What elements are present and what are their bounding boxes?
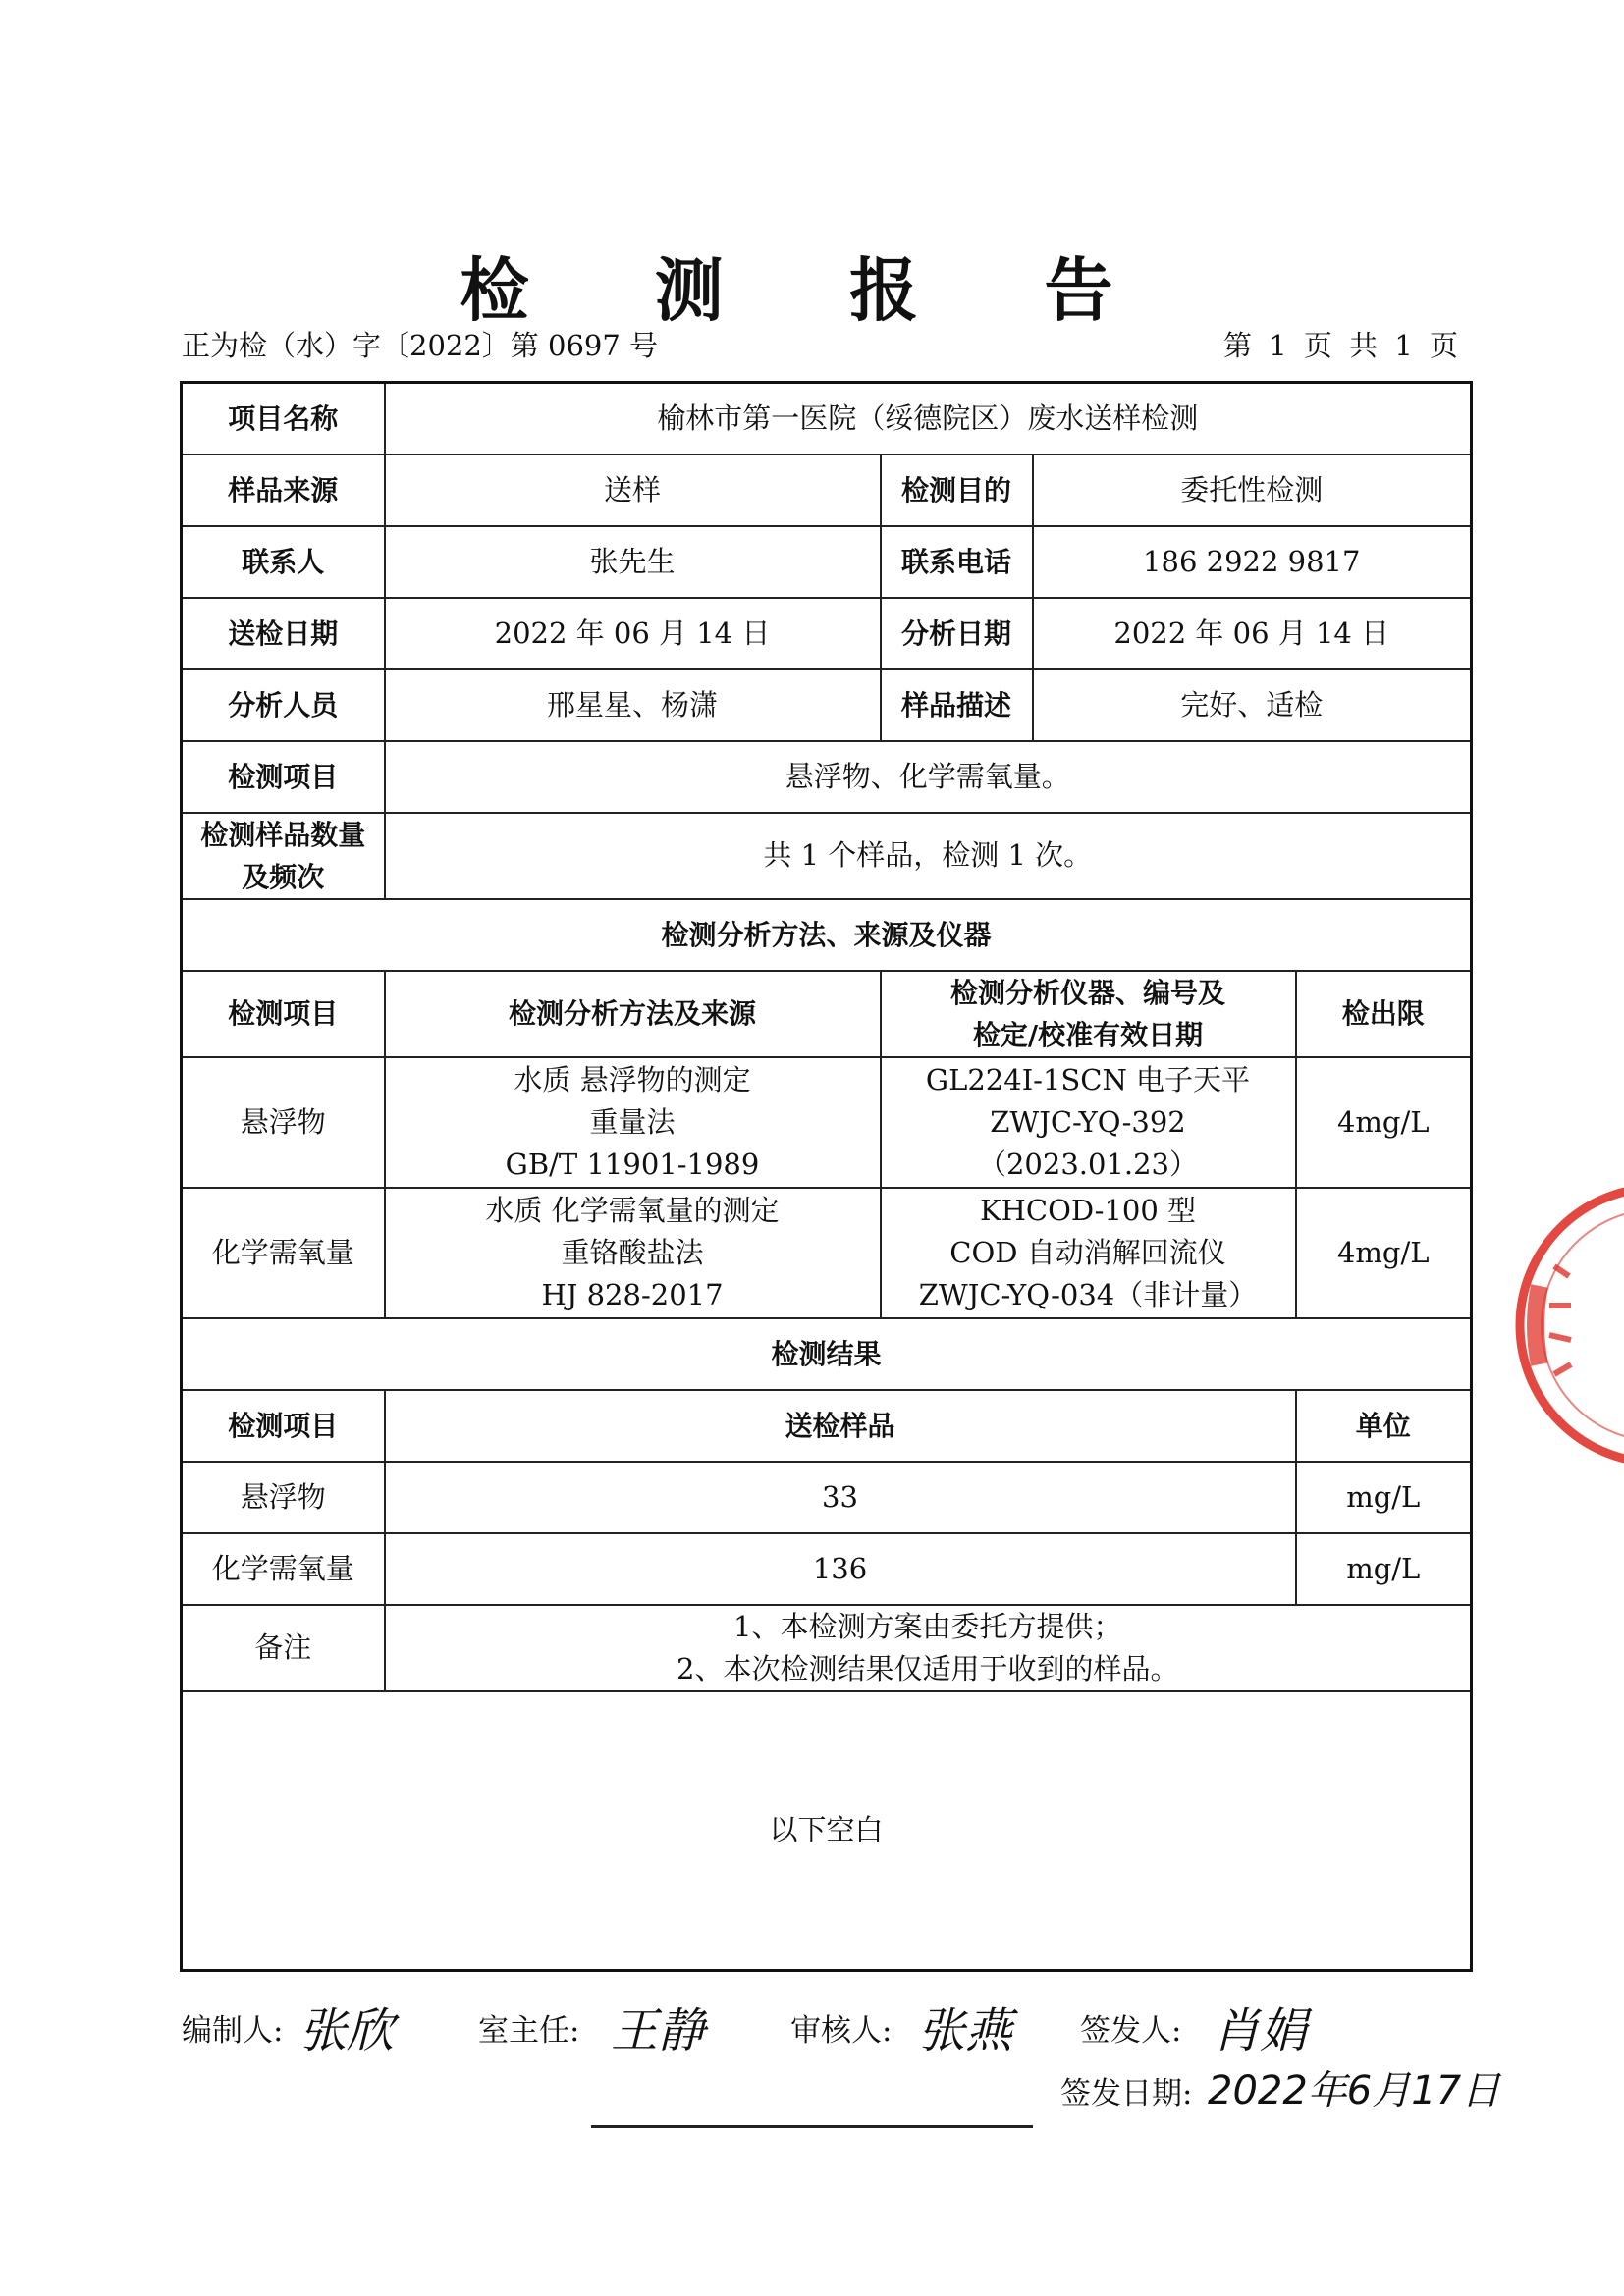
report-table	[180, 381, 1473, 1972]
items-value: 悬浮物、化学需氧量。	[385, 741, 1472, 813]
issuer-label: 签发人:	[1080, 2013, 1182, 2049]
phone-label: 联系电话	[881, 526, 1033, 598]
method-line: HJ 828-2017	[541, 1277, 724, 1311]
reviewer-label: 审核人:	[790, 2013, 893, 2049]
blank-note: 以下空白	[182, 1691, 1472, 1971]
result-item: 悬浮物	[182, 1462, 385, 1533]
method-limit: 4mg/L	[1296, 1057, 1472, 1188]
compiler-signature: 张欣	[299, 2003, 395, 2058]
methods-header-limit: 检出限	[1296, 971, 1472, 1057]
project-name-value: 榆林市第一医院（绥德院区）废水送样检测	[385, 383, 1472, 454]
remark-line: 2、本次检测结果仅适用于收到的样品。	[677, 1651, 1179, 1685]
issue-date-label: 签发日期:	[1060, 2076, 1193, 2111]
method-item: 化学需氧量	[182, 1188, 385, 1318]
sample-desc-value: 完好、适检	[1033, 669, 1472, 741]
analysis-date-label: 分析日期	[881, 598, 1033, 669]
analyst-label: 分析人员	[182, 669, 385, 741]
method-limit: 4mg/L	[1296, 1188, 1472, 1318]
analyst-value: 邢星星、杨潇	[385, 669, 881, 741]
page-info: 第 1 页 共 1 页	[1223, 329, 1462, 362]
instrument-line: GL224I-1SCN 电子天平	[925, 1062, 1251, 1096]
red-seal-stamp	[1510, 1178, 1624, 1472]
result-value: 33	[385, 1462, 1296, 1533]
sample-qty-label	[182, 813, 385, 899]
methods-header-method: 检测分析方法及来源	[385, 971, 881, 1057]
results-header-item: 检测项目	[182, 1390, 385, 1462]
sample-qty-label-line: 及频次	[242, 860, 325, 893]
sample-source-value: 送样	[385, 454, 881, 526]
instrument-line: COD 自动消解回流仪	[949, 1235, 1226, 1269]
director-signature: 王静	[611, 2003, 706, 2058]
sample-qty-value: 共 1 个样品，检测 1 次。	[385, 813, 1472, 899]
instrument-header-line: 检测分析仪器、编号及	[949, 976, 1225, 1009]
contact-label: 联系人	[182, 526, 385, 598]
method-item: 悬浮物	[182, 1057, 385, 1188]
instrument-line: ZWJC-YQ-034（非计量）	[918, 1277, 1258, 1311]
method-instrument	[881, 1188, 1296, 1318]
methods-header-item: 检测项目	[182, 971, 385, 1057]
instrument-header-line: 检定/校准有效日期	[972, 1018, 1204, 1051]
table-row	[182, 1533, 1472, 1605]
purpose-label: 检测目的	[881, 454, 1033, 526]
result-unit: mg/L	[1296, 1462, 1472, 1533]
document-number: 正为检（水）字〔2022〕第 0697 号	[182, 329, 659, 362]
analysis-date-value: 2022 年 06 月 14 日	[1033, 598, 1472, 669]
sample-source-label: 样品来源	[182, 454, 385, 526]
results-header-unit: 单位	[1296, 1390, 1472, 1462]
sample-desc-label: 样品描述	[881, 669, 1033, 741]
table-row	[182, 1188, 1472, 1318]
issuer-signature: 肖娟	[1213, 2003, 1308, 2058]
table-row	[182, 1462, 1472, 1533]
purpose-value: 委托性检测	[1033, 454, 1472, 526]
reviewer-signature: 张燕	[918, 2003, 1013, 2058]
result-item: 化学需氧量	[182, 1533, 385, 1605]
report-title: 检 测 报 告	[460, 250, 1164, 331]
method-source	[385, 1188, 881, 1318]
instrument-line: KHCOD-100 型	[979, 1193, 1197, 1227]
submit-date-label: 送检日期	[182, 598, 385, 669]
instrument-line: ZWJC-YQ-392（2023.01.23）	[977, 1104, 1199, 1181]
methods-section-title: 检测分析方法、来源及仪器	[182, 899, 1472, 971]
remarks-content	[385, 1605, 1472, 1691]
method-line: 水质 悬浮物的测定	[514, 1062, 751, 1096]
contact-value: 张先生	[385, 526, 881, 598]
project-name-label: 项目名称	[182, 383, 385, 454]
items-label: 检测项目	[182, 741, 385, 813]
sample-qty-label-line: 检测样品数量	[200, 818, 366, 851]
result-unit: mg/L	[1296, 1533, 1472, 1605]
results-section-title: 检测结果	[182, 1318, 1472, 1390]
phone-value: 186 2922 9817	[1033, 526, 1472, 598]
method-line: 重铬酸盐法	[561, 1235, 704, 1269]
method-line: 重量法	[589, 1104, 676, 1139]
compiler-label: 编制人:	[182, 2013, 284, 2049]
remark-line: 1、本检测方案由委托方提供；	[733, 1609, 1122, 1643]
submit-date-value: 2022 年 06 月 14 日	[385, 598, 881, 669]
results-header-sample: 送检样品	[385, 1390, 1296, 1462]
method-source	[385, 1057, 881, 1188]
method-line: GB/T 11901-1989	[505, 1147, 760, 1181]
footer-rule	[591, 2125, 1033, 2128]
methods-header-instrument	[881, 971, 1296, 1057]
method-instrument	[881, 1057, 1296, 1188]
method-line: 水质 化学需氧量的测定	[485, 1193, 780, 1227]
remarks-label: 备注	[182, 1605, 385, 1691]
table-row	[182, 1057, 1472, 1188]
director-label: 室主任:	[478, 2013, 580, 2049]
issue-date-handwritten: 2022年6月17日	[1208, 2068, 1501, 2113]
result-value: 136	[385, 1533, 1296, 1605]
